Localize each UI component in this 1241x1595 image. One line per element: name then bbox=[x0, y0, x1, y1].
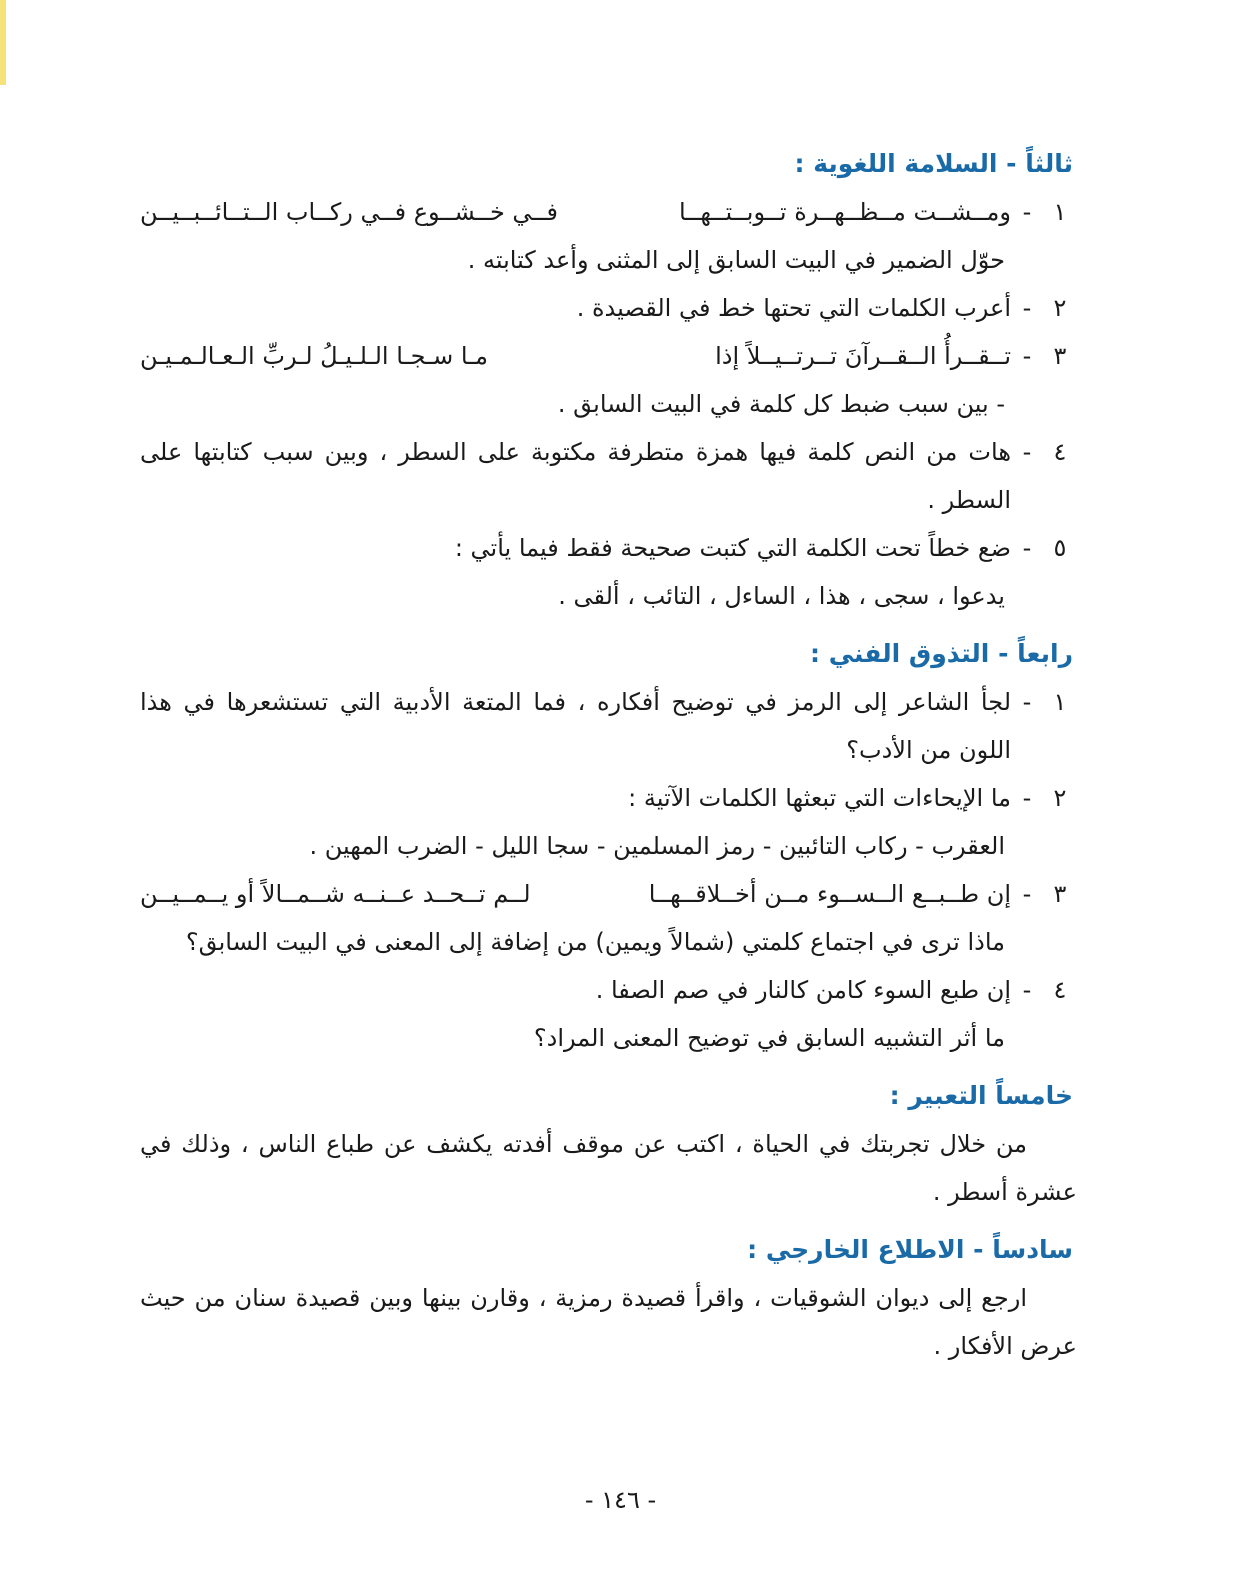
section-heading-language-correctness: ثالثاً - السلامة اللغوية : bbox=[794, 149, 1073, 178]
item-text: لجأ الشاعر إلى الرمز في توضيح أفكاره ، فما المتعة الأدبية التي تستشعرها في هذا اللون من الأدب؟ bbox=[140, 688, 1011, 764]
item-dash: - bbox=[1022, 784, 1032, 812]
poetry-verse bbox=[140, 188, 1011, 236]
list-item bbox=[140, 284, 1077, 332]
item-text: ما الإيحاءات التي تبعثها الكلمات الآتية : bbox=[628, 784, 1011, 812]
list-item bbox=[140, 774, 1077, 822]
list-item bbox=[140, 524, 1077, 572]
item-subline: حوّل الضمير في البيت السابق إلى المثنى وأعد كتابته . bbox=[467, 246, 1005, 274]
poetry-verse bbox=[140, 332, 1011, 380]
list-item bbox=[140, 188, 1077, 236]
item-dash: - bbox=[1022, 198, 1032, 226]
item-subline: ما أثر التشبيه السابق في توضيح المعنى المراد؟ bbox=[533, 1024, 1005, 1052]
item-text: هات من النص كلمة فيها همزة متطرفة مكتوبة على السطر ، وبين سبب كتابتها على السطر . bbox=[140, 438, 1011, 514]
item-dash: - bbox=[1022, 880, 1032, 908]
paragraph: من خلال تجربتك في الحياة ، اكتب عن موقف أفدته يكشف عن طباع الناس ، وذلك في عشرة أسطر . bbox=[140, 1130, 1077, 1206]
corner-color-mark bbox=[0, 0, 6, 85]
page-number: - ١٤٦ - bbox=[584, 1486, 657, 1514]
item-number: ٤ bbox=[1053, 976, 1067, 1004]
verse-first-hemistich: تــقــرأُ الــقــرآنَ تــرتــيــلاً إذا bbox=[715, 342, 1011, 370]
item-dash: - bbox=[1022, 534, 1032, 562]
item-number: ١ bbox=[1053, 688, 1067, 716]
list-item bbox=[140, 870, 1077, 918]
item-dash: - bbox=[1022, 688, 1032, 716]
verse-second-hemistich: لــم تــحــد عــنــه شــمــالاً أو يــمــيــن bbox=[140, 880, 531, 908]
item-text: أعرب الكلمات التي تحتها خط في القصيدة . bbox=[576, 294, 1011, 322]
item-subline: يدعوا ، سجى ، هذا ، الساءل ، التائب ، ألقى . bbox=[558, 582, 1005, 610]
section-heading-expression: خامساً التعبير : bbox=[889, 1081, 1073, 1110]
item-subline: ماذا ترى في اجتماع كلمتي (شمالاً ويمين) من إضافة إلى المعنى في البيت السابق؟ bbox=[185, 928, 1005, 956]
item-number: ٥ bbox=[1053, 534, 1067, 562]
item-dash: - bbox=[1022, 438, 1032, 466]
verse-first-hemistich: ومــشــت مــظــهــرة تــوبــتــهــا bbox=[678, 198, 1011, 226]
paragraph: ارجع إلى ديوان الشوقيات ، واقرأ قصيدة رمزية ، وقارن بينها وبين قصيدة سنان من حيث عرض الأفكار . bbox=[140, 1284, 1077, 1360]
item-subline: - بين سبب ضبط كل كلمة في البيت السابق . bbox=[557, 390, 1005, 418]
section-heading-external-reading: سادساً - الاطلاع الخارجي : bbox=[747, 1235, 1073, 1264]
item-dash: - bbox=[1022, 976, 1032, 1004]
item-number: ١ bbox=[1053, 198, 1067, 226]
item-number: ٣ bbox=[1053, 880, 1067, 908]
item-subline: العقرب - ركاب التائبين - رمز المسلمين - سجا الليل - الضرب المهين . bbox=[309, 832, 1005, 860]
list-item bbox=[140, 332, 1077, 380]
item-number: ٢ bbox=[1053, 294, 1067, 322]
verse-second-hemistich: فــي خــشــوع فــي ركــاب الــتــائــبــيــن bbox=[140, 198, 558, 226]
poetry-verse bbox=[140, 870, 1011, 918]
list-item bbox=[140, 966, 1077, 1014]
item-text: إن طبع السوء كامن كالنار في صم الصفا . bbox=[595, 976, 1011, 1004]
section-heading-artistic-appreciation: رابعاً - التذوق الفني : bbox=[810, 639, 1073, 668]
item-number: ٤ bbox=[1053, 438, 1067, 466]
list-item bbox=[140, 678, 1077, 774]
item-number: ٢ bbox=[1053, 784, 1067, 812]
verse-second-hemistich: مـا سـجـا الـلـيـلُ لـربِّ الـعـالـمـيـن bbox=[140, 342, 489, 370]
item-text: ضع خطاً تحت الكلمة التي كتبت صحيحة فقط فيما يأتي : bbox=[454, 534, 1011, 562]
page-content bbox=[140, 140, 1077, 1370]
verse-first-hemistich: إن طــبــع الــســوء مــن أخــلاقــهــا bbox=[648, 880, 1011, 908]
item-dash: - bbox=[1022, 342, 1032, 370]
item-dash: - bbox=[1022, 294, 1032, 322]
item-number: ٣ bbox=[1053, 342, 1067, 370]
list-item bbox=[140, 428, 1077, 524]
